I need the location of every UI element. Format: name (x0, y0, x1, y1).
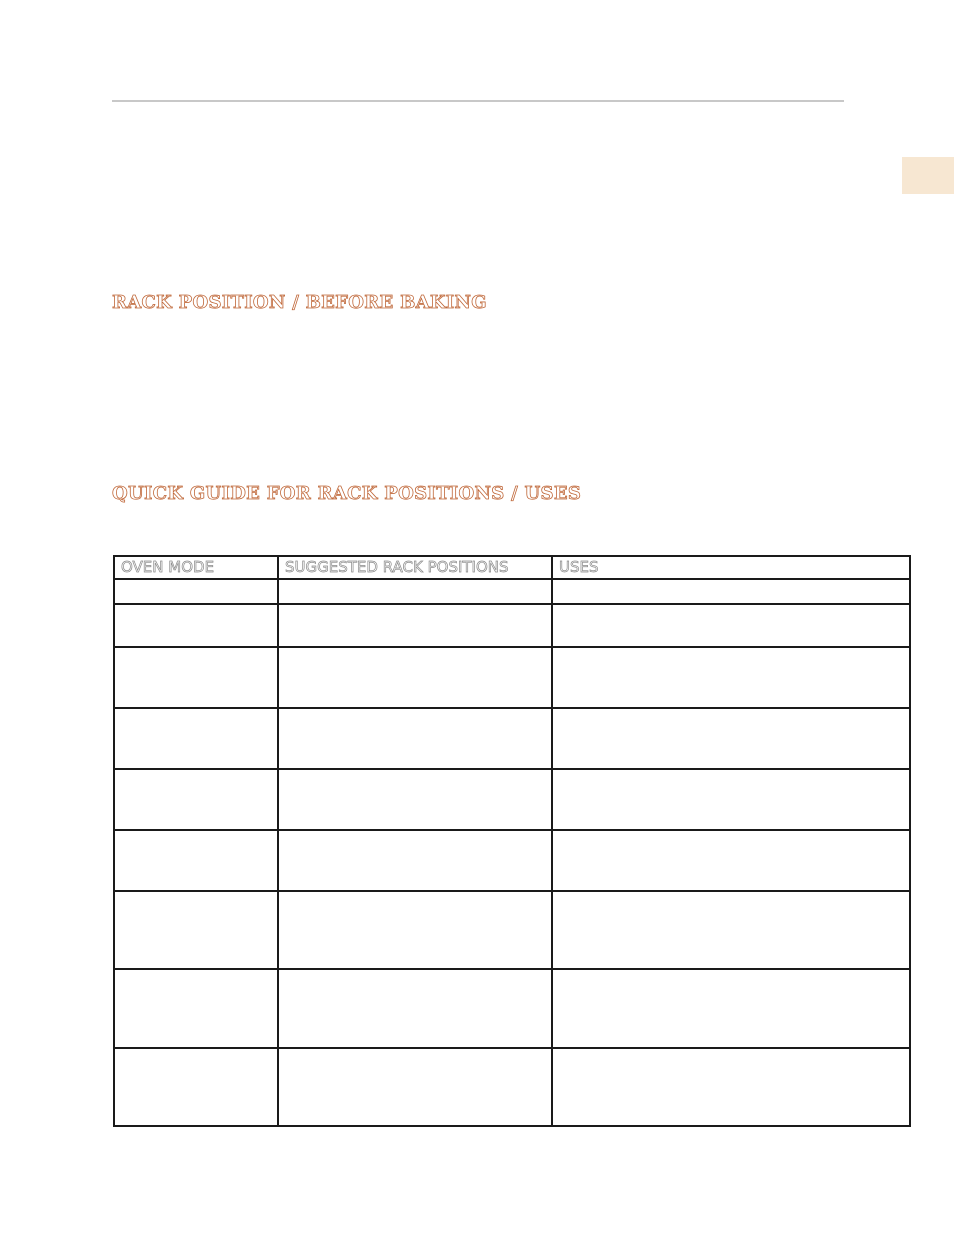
rack-position-heading: RACK POSITION / BEFORE BAKING (112, 292, 487, 313)
uses-cell (552, 969, 910, 1048)
table-row (114, 891, 910, 969)
rack-positions-cell (278, 891, 552, 969)
table-row (114, 830, 910, 891)
uses-cell (552, 769, 910, 830)
uses-cell (552, 830, 910, 891)
oven-mode-cell (114, 769, 278, 830)
table-row (114, 579, 910, 604)
column-header-uses: USES (552, 556, 910, 579)
header-rule (112, 100, 844, 102)
uses-cell (552, 579, 910, 604)
table-row (114, 1048, 910, 1126)
oven-mode-cell (114, 579, 278, 604)
rack-positions-cell (278, 769, 552, 830)
rack-guide-table (113, 555, 911, 1127)
oven-mode-cell (114, 969, 278, 1048)
uses-cell (552, 647, 910, 708)
uses-cell (552, 708, 910, 769)
oven-mode-cell (114, 708, 278, 769)
quick-guide-heading: QUICK GUIDE FOR RACK POSITIONS / USES (112, 483, 582, 504)
rack-positions-cell (278, 708, 552, 769)
table-header-row (114, 556, 910, 579)
uses-cell (552, 1048, 910, 1126)
rack-positions-cell (278, 579, 552, 604)
rack-positions-cell (278, 830, 552, 891)
rack-positions-cell (278, 647, 552, 708)
uses-cell (552, 604, 910, 647)
column-header-oven-mode: OVEN MODE (114, 556, 278, 579)
oven-mode-cell (114, 604, 278, 647)
rack-positions-cell (278, 604, 552, 647)
table-row (114, 604, 910, 647)
oven-mode-cell (114, 891, 278, 969)
oven-mode-cell (114, 647, 278, 708)
table-row (114, 647, 910, 708)
table-row (114, 708, 910, 769)
section-tab (902, 157, 954, 194)
uses-cell (552, 891, 910, 969)
rack-positions-cell (278, 1048, 552, 1126)
oven-mode-cell (114, 1048, 278, 1126)
oven-mode-cell (114, 830, 278, 891)
rack-positions-cell (278, 969, 552, 1048)
table-row (114, 969, 910, 1048)
table-row (114, 769, 910, 830)
column-header-rack-positions: SUGGESTED RACK POSITIONS (278, 556, 552, 579)
